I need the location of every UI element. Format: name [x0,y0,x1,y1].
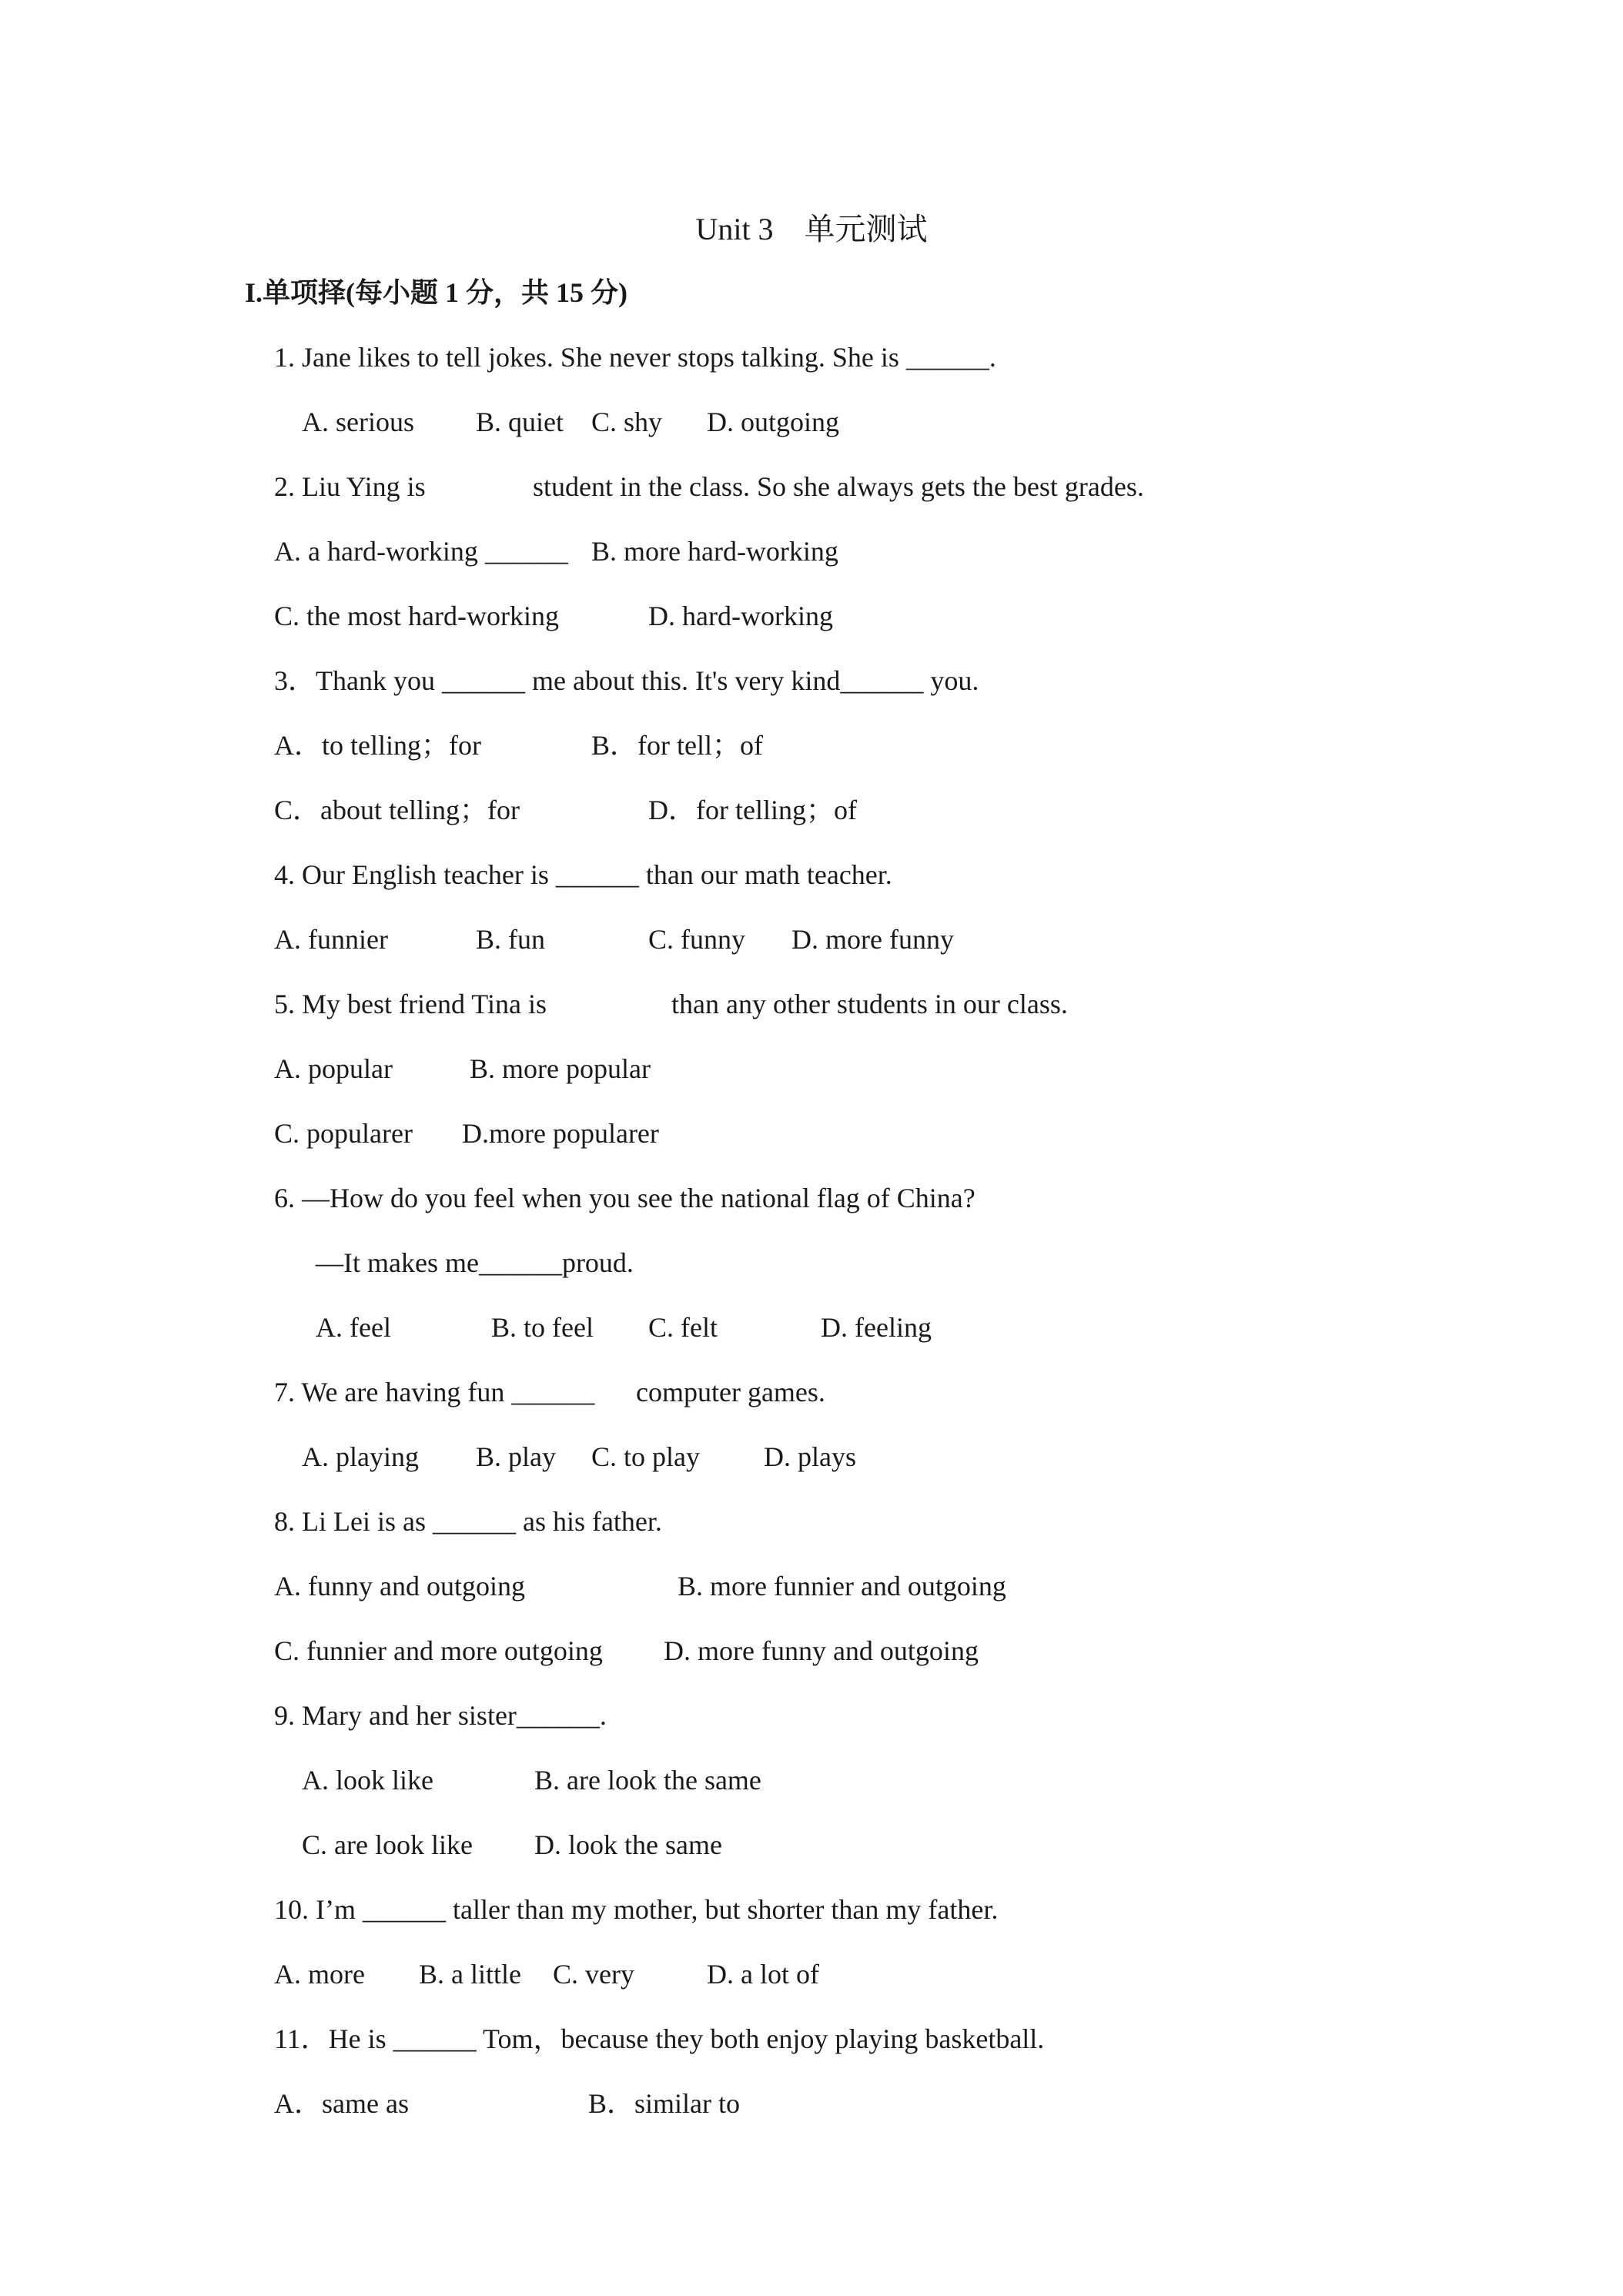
question-9-option-a: A. look like [302,1765,433,1796]
question-10-option-d: D. a lot of [707,1959,819,1990]
question-8-option-c: C. funnier and more outgoing [274,1635,603,1666]
question-7-option-a: A. playing [302,1441,419,1472]
question-6-option-d: D. feeling [821,1312,932,1343]
question-8-option-b: B. more funnier and outgoing [678,1571,1006,1602]
question-6-option-c: C. felt [648,1312,718,1343]
question-9-option-c: C. are look like [302,1829,473,1860]
question-5-option-a: A. popular [274,1053,393,1084]
question-2-option-d: D. hard-working [648,601,833,631]
question-11-option-a: A．same as [274,2088,409,2119]
question-1-option-b: B. quiet [476,407,564,437]
question-6-option-b: B. to feel [491,1312,594,1343]
question-6-stem-reply: —It makes me______proud. [316,1247,634,1278]
question-11-option-b: B．similar to [588,2088,740,2119]
question-5-option-b: B. more popular [470,1053,651,1084]
question-1-option-d: D. outgoing [707,407,840,437]
question-4-option-a: A. funnier [274,924,388,955]
question-4-option-d: D. more funny [791,924,954,955]
question-10-stem: 10. I’m ______ taller than my mother, but shorter than my father. [274,1894,999,1925]
question-8-option-d: D. more funny and outgoing [664,1635,979,1666]
question-3-stem: 3．Thank you ______ me about this. It's very kind______ you. [274,665,979,696]
question-5-stem: 5. My best friend Tina is [274,989,547,1019]
question-2-option-a: A. a hard-working ______ [274,536,568,567]
question-6-stem: 6. —How do you feel when you see the national flag of China? [274,1183,975,1213]
question-11-stem: 11．He is ______ Tom，because they both enjoy playing basketball. [274,2023,1045,2054]
question-10-option-b: B. a little [419,1959,521,1990]
question-5-stem-tail: than any other students in our class. [671,989,1068,1019]
question-6-option-a: A. feel [316,1312,391,1343]
question-1-option-c: C. shy [591,407,663,437]
question-5-option-c: C. popularer [274,1118,413,1149]
question-10-option-c: C. very [553,1959,634,1990]
question-4-stem: 4. Our English teacher is ______ than our math teacher. [274,859,892,890]
question-2-option-c: C. the most hard-working [274,601,559,631]
question-3-option-d: D．for telling；of [648,795,857,825]
question-7-option-d: D. plays [764,1441,856,1472]
question-10-option-a: A. more [274,1959,365,1990]
question-3-option-b: B．for tell；of [591,730,763,761]
question-5-option-d: D.more popularer [462,1118,659,1149]
question-7-option-c: C. to play [591,1441,700,1472]
question-1-stem: 1. Jane likes to tell jokes. She never stops talking. She is ______. [274,342,996,373]
question-1-option-a: A. serious [302,407,414,437]
question-9-option-b: B. are look the same [534,1765,761,1796]
page-title: Unit 3 单元测试 [695,212,928,246]
section-heading: I.单项择(每小题 1 分，共 15 分) [245,277,627,308]
question-8-option-a: A. funny and outgoing [274,1571,525,1602]
question-7-stem: 7. We are having fun ______ [274,1377,595,1407]
question-3-option-c: C．about telling；for [274,795,520,825]
question-3-option-a: A．to telling；for [274,730,481,761]
question-2-stem-tail: student in the class. So she always gets the best grades. [533,471,1144,502]
question-4-option-c: C. funny [648,924,745,955]
question-2-stem: 2. Liu Ying is [274,471,426,502]
question-9-option-d: D. look the same [534,1829,722,1860]
question-4-option-b: B. fun [476,924,545,955]
question-9-stem: 9. Mary and her sister______. [274,1700,607,1731]
question-2-option-b: B. more hard-working [591,536,838,567]
question-8-stem: 8. Li Lei is as ______ as his father. [274,1506,662,1537]
question-7-option-b: B. play [476,1441,556,1472]
question-7-stem-tail: computer games. [636,1377,825,1407]
